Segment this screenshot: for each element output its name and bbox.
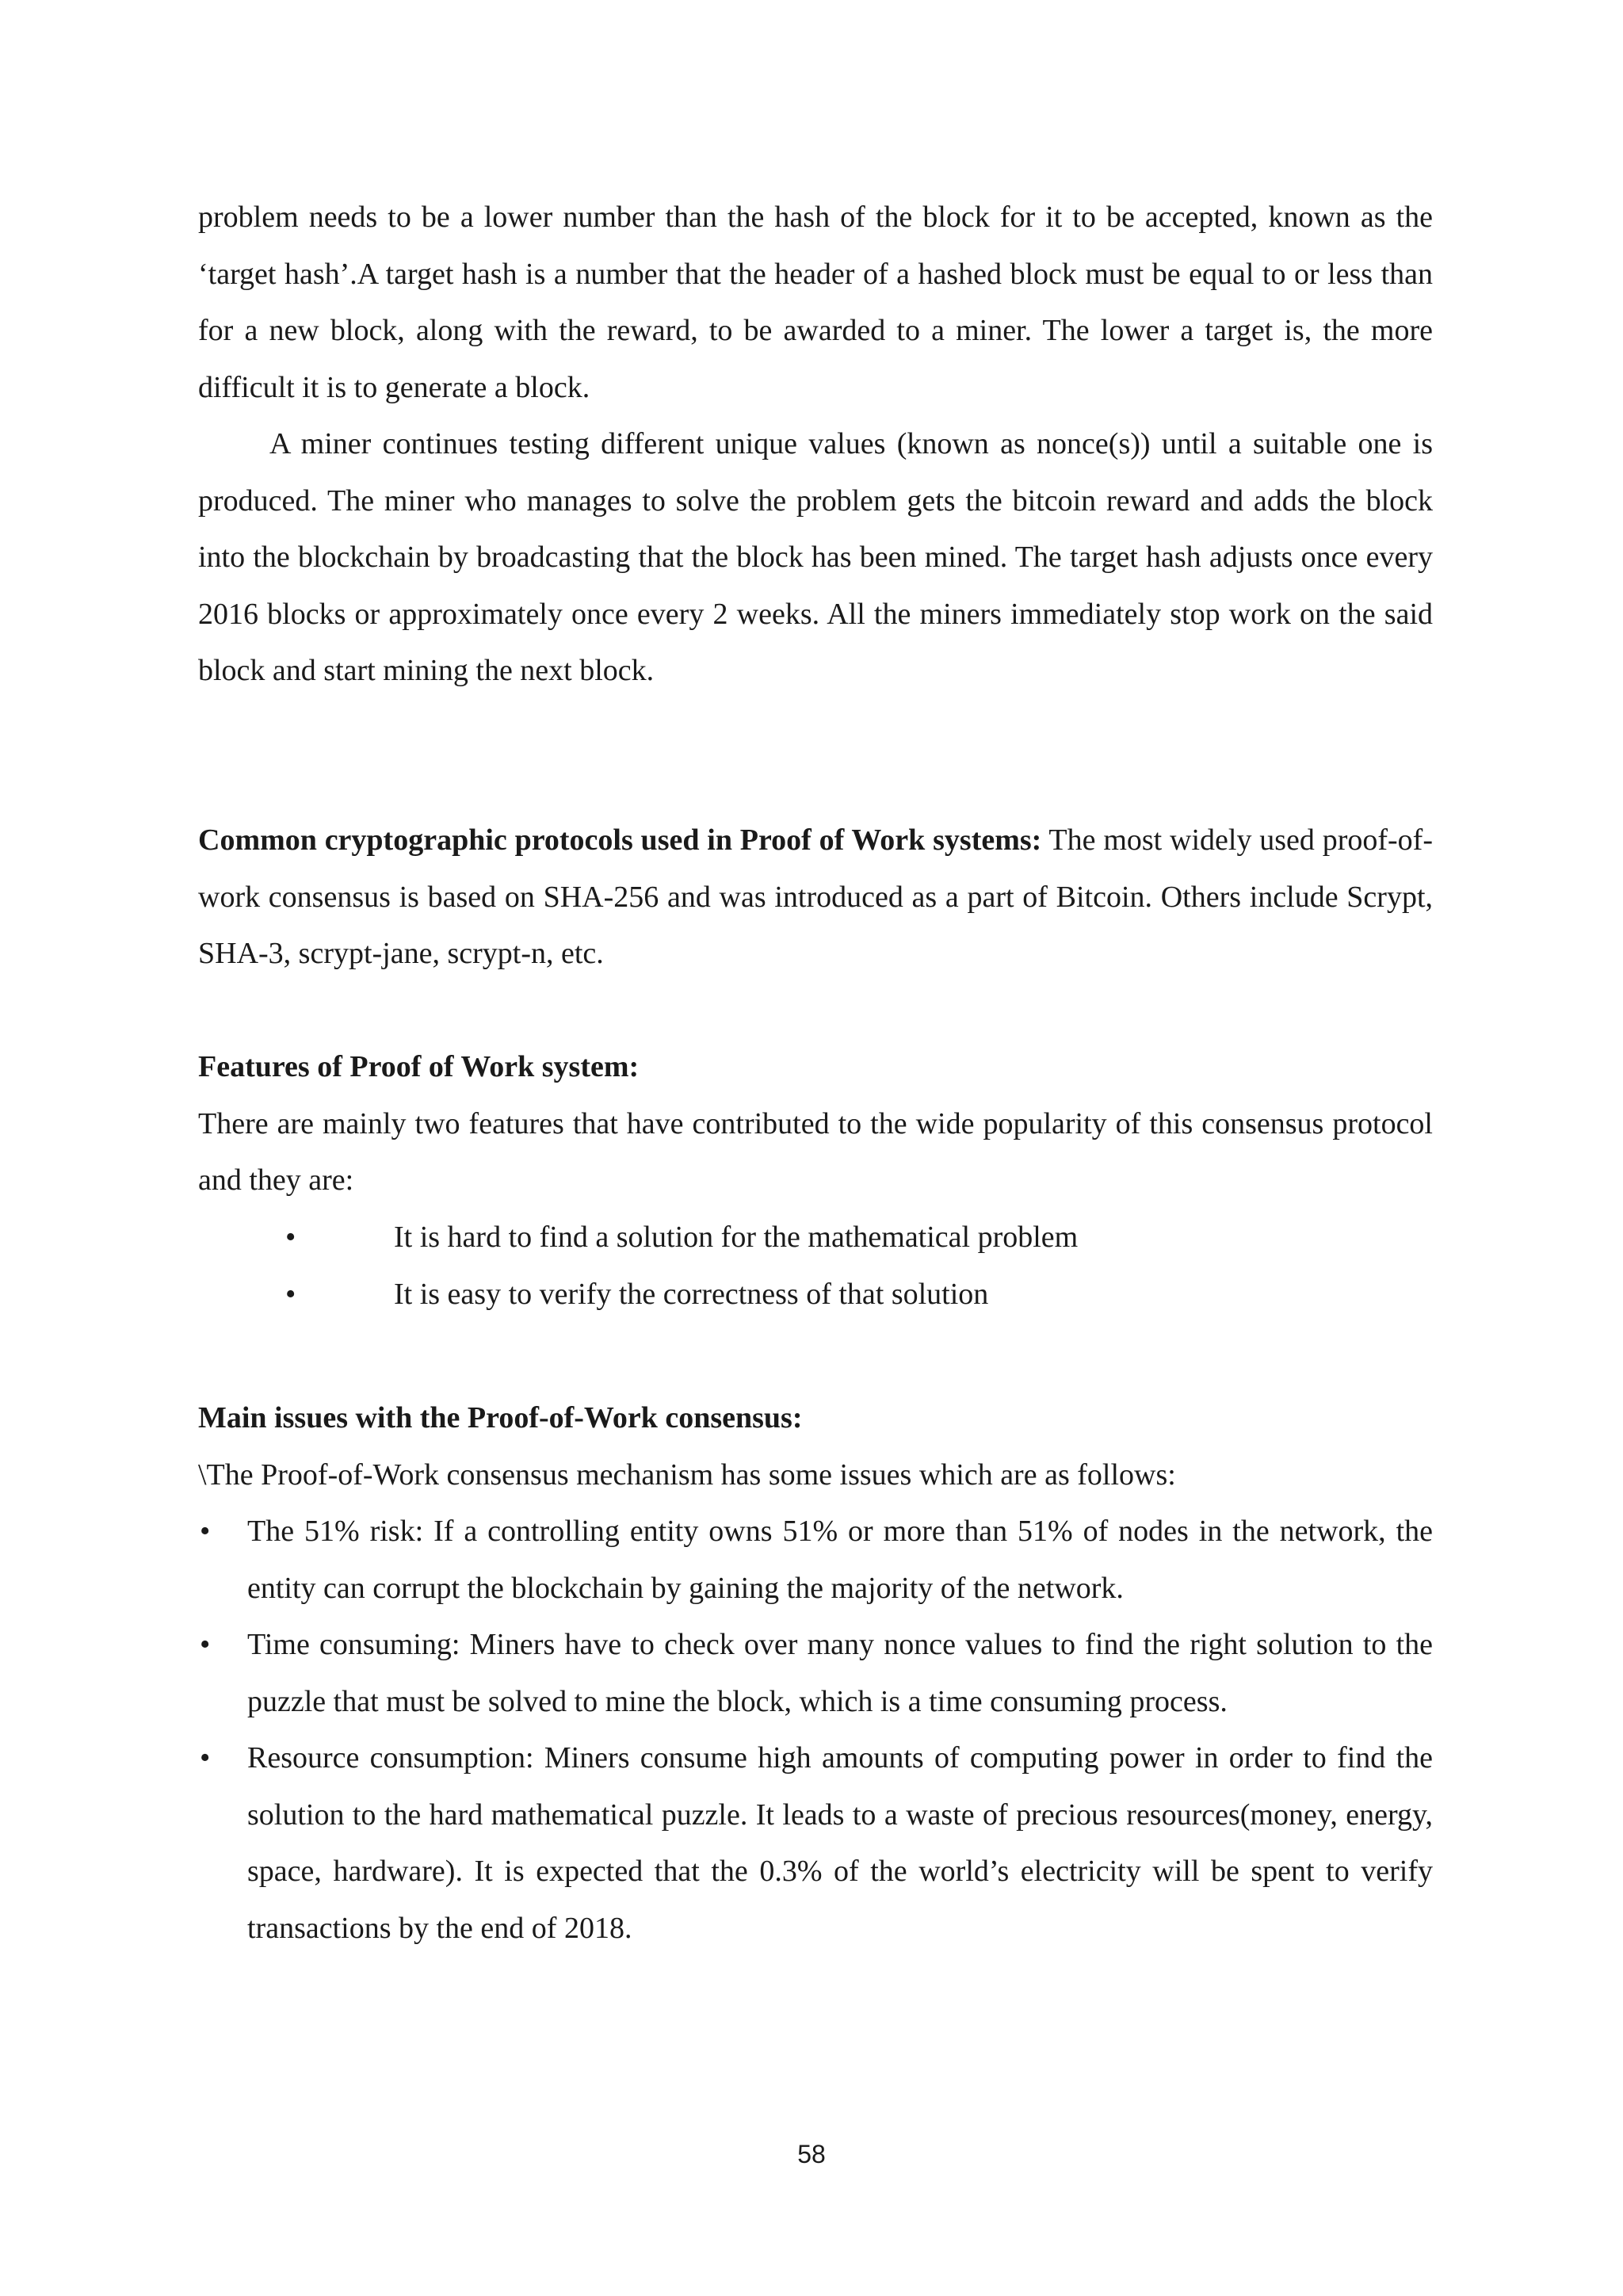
- bullet-icon: •: [200, 1628, 211, 1661]
- list-item: [198, 1730, 1433, 1957]
- list-item-text: It is easy to verify the correctness of that solution: [394, 1277, 989, 1311]
- features-list: [198, 1209, 1433, 1323]
- paragraph-target-hash: [198, 189, 1433, 416]
- features-intro: There are mainly two features that have contributed to the wide popularity of this consensus protocol and they are:: [198, 1106, 1433, 1197]
- section-protocols: [198, 812, 1433, 983]
- issues-intro: \The Proof-of-Work consensus mechanism has some issues which are as follows:: [198, 1457, 1176, 1492]
- bullet-icon: •: [200, 1515, 211, 1548]
- list-item-text: Resource consumption: Miners consume high amounts of computing power in order to find the solution to the hard mathematical puzzle. It leads to a waste of precious resources(money, energy, space, hardware). It is expected that the 0.3% of the world’s electricity will be spent to verify transactions by the end of 2018.: [247, 1741, 1433, 1945]
- bullet-icon: •: [285, 1221, 296, 1254]
- page-number: 58: [797, 2140, 826, 2168]
- list-item: [198, 1209, 1433, 1266]
- paragraph-text: A miner continues testing different unique values (known as nonce(s)) until a suitable one is produced. The miner who manages to solve the problem gets the bitcoin reward and adds the block into the blockchain by broadcasting that the block has been mined. The target hash adjusts once every 2016 blocks or approximately once every 2 weeks. All the miners immediately stop work on the said block and start mining the next block.: [198, 427, 1433, 687]
- section-issues: [198, 1390, 1433, 1503]
- protocols-paragraph: [198, 812, 1433, 983]
- protocols-text: The most widely used proof-of-work consensus is based on SHA-256 and was introduced as a part of Bitcoin. Others include Scrypt, SHA-3, scrypt-jane, scrypt-n, etc.: [198, 823, 1433, 970]
- list-item-text: The 51% risk: If a controlling entity owns 51% or more than 51% of nodes in the network, the entity can corrupt the blockchain by gaining the majority of the network.: [247, 1515, 1433, 1605]
- protocols-heading: Common cryptographic protocols used in Proof of Work systems:: [198, 823, 1042, 857]
- issues-heading: Main issues with the Proof-of-Work consensus:: [198, 1401, 803, 1435]
- bullet-icon: •: [285, 1277, 296, 1311]
- features-heading: Features of Proof of Work system:: [198, 1050, 640, 1083]
- bullet-icon: •: [200, 1741, 211, 1775]
- list-item: [198, 1503, 1433, 1617]
- list-item: [198, 1617, 1433, 1730]
- list-item-text: Time consuming: Miners have to check over many nonce values to find the right solution to the puzzle that must be solved to mine the block, which is a time consuming process.: [247, 1628, 1433, 1718]
- paragraph-text: problem needs to be a lower number than the hash of the block for it to be accepted, known as the ‘target hash’.A target hash is a number that the header of a hashed block must be equal to or less than for a new block, along with the reward, to be awarded to a miner. The lower a target is, the more difficult it is to generate a block.: [198, 201, 1433, 404]
- section-features: [198, 1039, 1433, 1209]
- paragraph-miner: [198, 416, 1433, 700]
- issues-list: [198, 1503, 1433, 1957]
- list-item-text: It is hard to find a solution for the mathematical problem: [394, 1221, 1079, 1254]
- list-item: [198, 1266, 1433, 1324]
